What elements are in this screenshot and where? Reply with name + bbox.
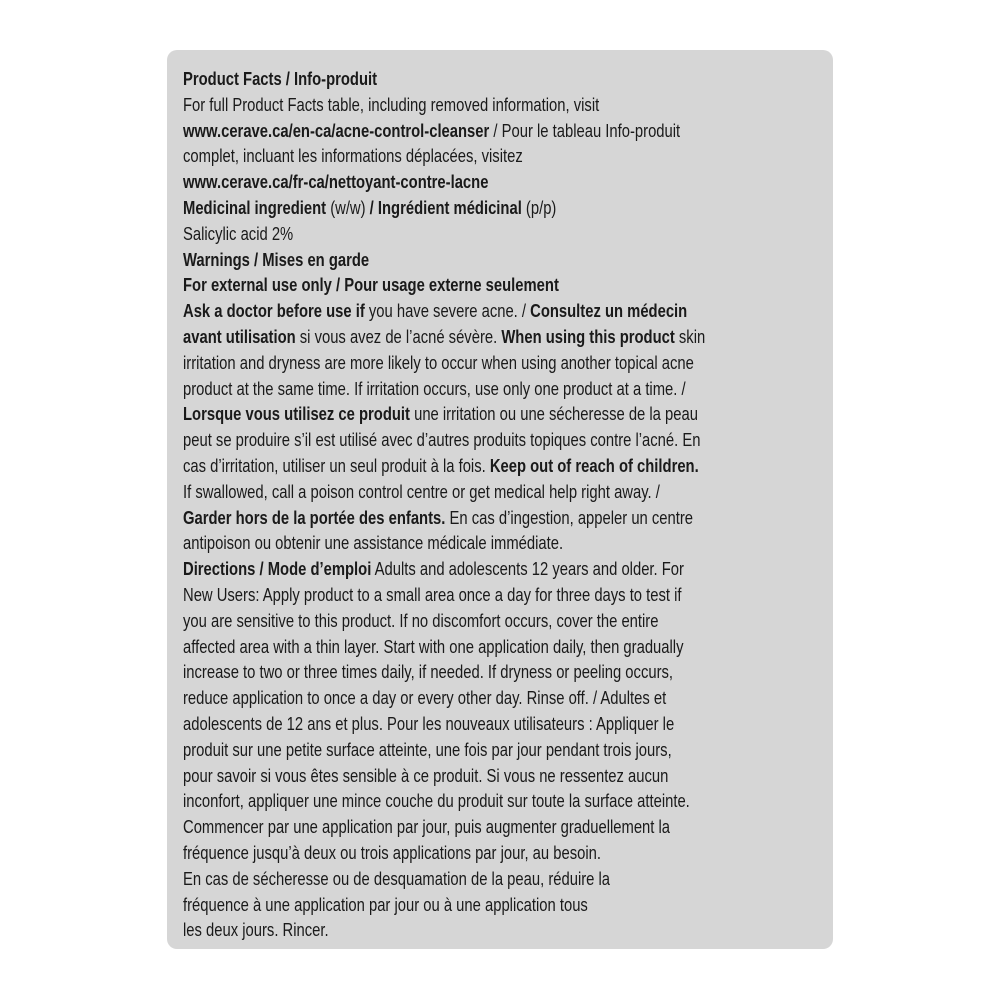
text-line <box>183 195 821 221</box>
text-segment: fréquence à une application par jour ou à une application tous <box>183 893 588 915</box>
text-segment: irritation and dryness are more likely to occur when using another topical acne <box>183 351 694 373</box>
text-segment: si vous avez de l’acné sévère. <box>295 325 502 347</box>
bold-text-segment: Keep out of reach of children. <box>489 454 699 476</box>
bold-text-segment: Medicinal ingredient <box>183 196 327 218</box>
text-segment: skin <box>674 325 706 347</box>
bold-text-segment: Product Facts / Info-produit <box>183 68 378 89</box>
text-line <box>183 143 821 169</box>
text-line <box>183 350 821 376</box>
text-line <box>183 608 821 634</box>
bold-text-segment: When using this product <box>501 325 675 347</box>
text-segment: une irritation ou une sécheresse de la peau <box>409 403 698 425</box>
text-line <box>183 401 821 427</box>
bold-text-segment: www.cerave.ca/fr-ca/nettoyant-contre-lacne <box>183 171 489 193</box>
text-segment: En cas d’ingestion, appeler un centre <box>445 506 694 528</box>
text-line <box>183 505 821 531</box>
text-segment: produit sur une petite surface atteinte, une fois par jour pendant trois jours, <box>183 738 672 760</box>
text-segment: pour savoir si vous êtes sensible à ce produit. Si vous ne ressentez aucun <box>183 764 669 786</box>
text-line <box>183 763 821 789</box>
text-line <box>183 530 821 556</box>
text-line <box>183 788 821 814</box>
text-segment: fréquence jusqu’à deux ou trois applications par jour, au besoin. <box>183 841 601 863</box>
bold-text-segment: Ask a doctor before use if <box>183 300 365 322</box>
text-segment: cas d’irritation, utiliser un seul produit à la fois. <box>183 454 490 476</box>
text-line <box>183 917 821 943</box>
text-segment: reduce application to once a day or every other day. Rinse off. / Adultes et <box>183 687 667 709</box>
bold-text-segment: Garder hors de la portée des enfants. <box>183 506 446 528</box>
text-line <box>183 169 821 195</box>
product-facts-panel <box>167 50 833 949</box>
text-segment: increase to two or three times daily, if needed. If dryness or peeling occurs, <box>183 661 674 683</box>
text-line <box>183 221 821 247</box>
bold-text-segment: avant utilisation <box>183 325 296 347</box>
text-segment: affected area with a thin layer. Start with one application daily, then gradually <box>183 635 684 657</box>
text-line <box>183 298 821 324</box>
text-line <box>183 582 821 608</box>
text-line <box>183 479 821 505</box>
text-line <box>183 66 821 92</box>
text-segment: If swallowed, call a poison control centre or get medical help right away. / <box>183 480 660 502</box>
text-segment: complet, incluant les informations déplacées, visitez <box>183 145 523 167</box>
text-segment: (w/w) <box>326 196 370 218</box>
text-line <box>183 427 821 453</box>
text-segment: Commencer par une application par jour, puis augmenter graduellement la <box>183 816 671 838</box>
text-segment: En cas de sécheresse ou de desquamation de la peau, réduire la <box>183 867 611 889</box>
text-segment: Salicylic acid 2% <box>183 222 294 244</box>
text-line <box>183 376 821 402</box>
text-segment: product at the same time. If irritation occurs, use only one product at a time. / <box>183 377 686 399</box>
text-line <box>183 453 821 479</box>
text-line <box>183 866 821 892</box>
text-segment: you have severe acne. / <box>364 300 531 322</box>
bold-text-segment: / Ingrédient médicinal <box>369 196 522 218</box>
text-line <box>183 556 821 582</box>
text-line <box>183 247 821 273</box>
text-line <box>183 118 821 144</box>
text-line <box>183 272 821 298</box>
bold-text-segment: For external use only / Pour usage externe seulement <box>183 274 559 296</box>
text-segment: adolescents de 12 ans et plus. Pour les nouveaux utilisateurs : Appliquer le <box>183 712 675 734</box>
text-line <box>183 92 821 118</box>
product-facts-text <box>183 66 821 943</box>
text-segment: les deux jours. Rincer. <box>183 919 329 941</box>
text-segment: Adults and adolescents 12 years and older. For <box>371 558 684 580</box>
text-segment: New Users: Apply product to a small area once a day for three days to test if <box>183 583 682 605</box>
bold-text-segment: Lorsque vous utilisez ce produit <box>183 403 410 425</box>
text-line <box>183 737 821 763</box>
text-line <box>183 634 821 660</box>
text-line <box>183 659 821 685</box>
bold-text-segment: Directions / Mode d’emploi <box>183 558 372 580</box>
text-line <box>183 324 821 350</box>
text-line <box>183 711 821 737</box>
text-line <box>183 685 821 711</box>
text-segment: For full Product Facts table, including removed information, visit <box>183 93 600 115</box>
bold-text-segment: www.cerave.ca/en-ca/acne-control-cleanser <box>183 119 490 141</box>
text-segment: / Pour le tableau Info-produit <box>489 119 681 141</box>
text-line <box>183 814 821 840</box>
bold-text-segment: Warnings / Mises en garde <box>183 248 370 270</box>
text-line <box>183 892 821 918</box>
text-segment: antipoison ou obtenir une assistance médicale immédiate. <box>183 532 564 554</box>
text-segment: you are sensitive to this product. If no discomfort occurs, cover the entire <box>183 609 659 631</box>
text-segment: (p/p) <box>521 196 557 218</box>
bold-text-segment: Consultez un médecin <box>530 300 688 322</box>
text-line <box>183 840 821 866</box>
text-segment: inconfort, appliquer une mince couche du produit sur toute la surface atteinte. <box>183 790 690 812</box>
text-segment: peut se produire s’il est utilisé avec d’autres produits topiques contre l’acné. En <box>183 429 701 451</box>
